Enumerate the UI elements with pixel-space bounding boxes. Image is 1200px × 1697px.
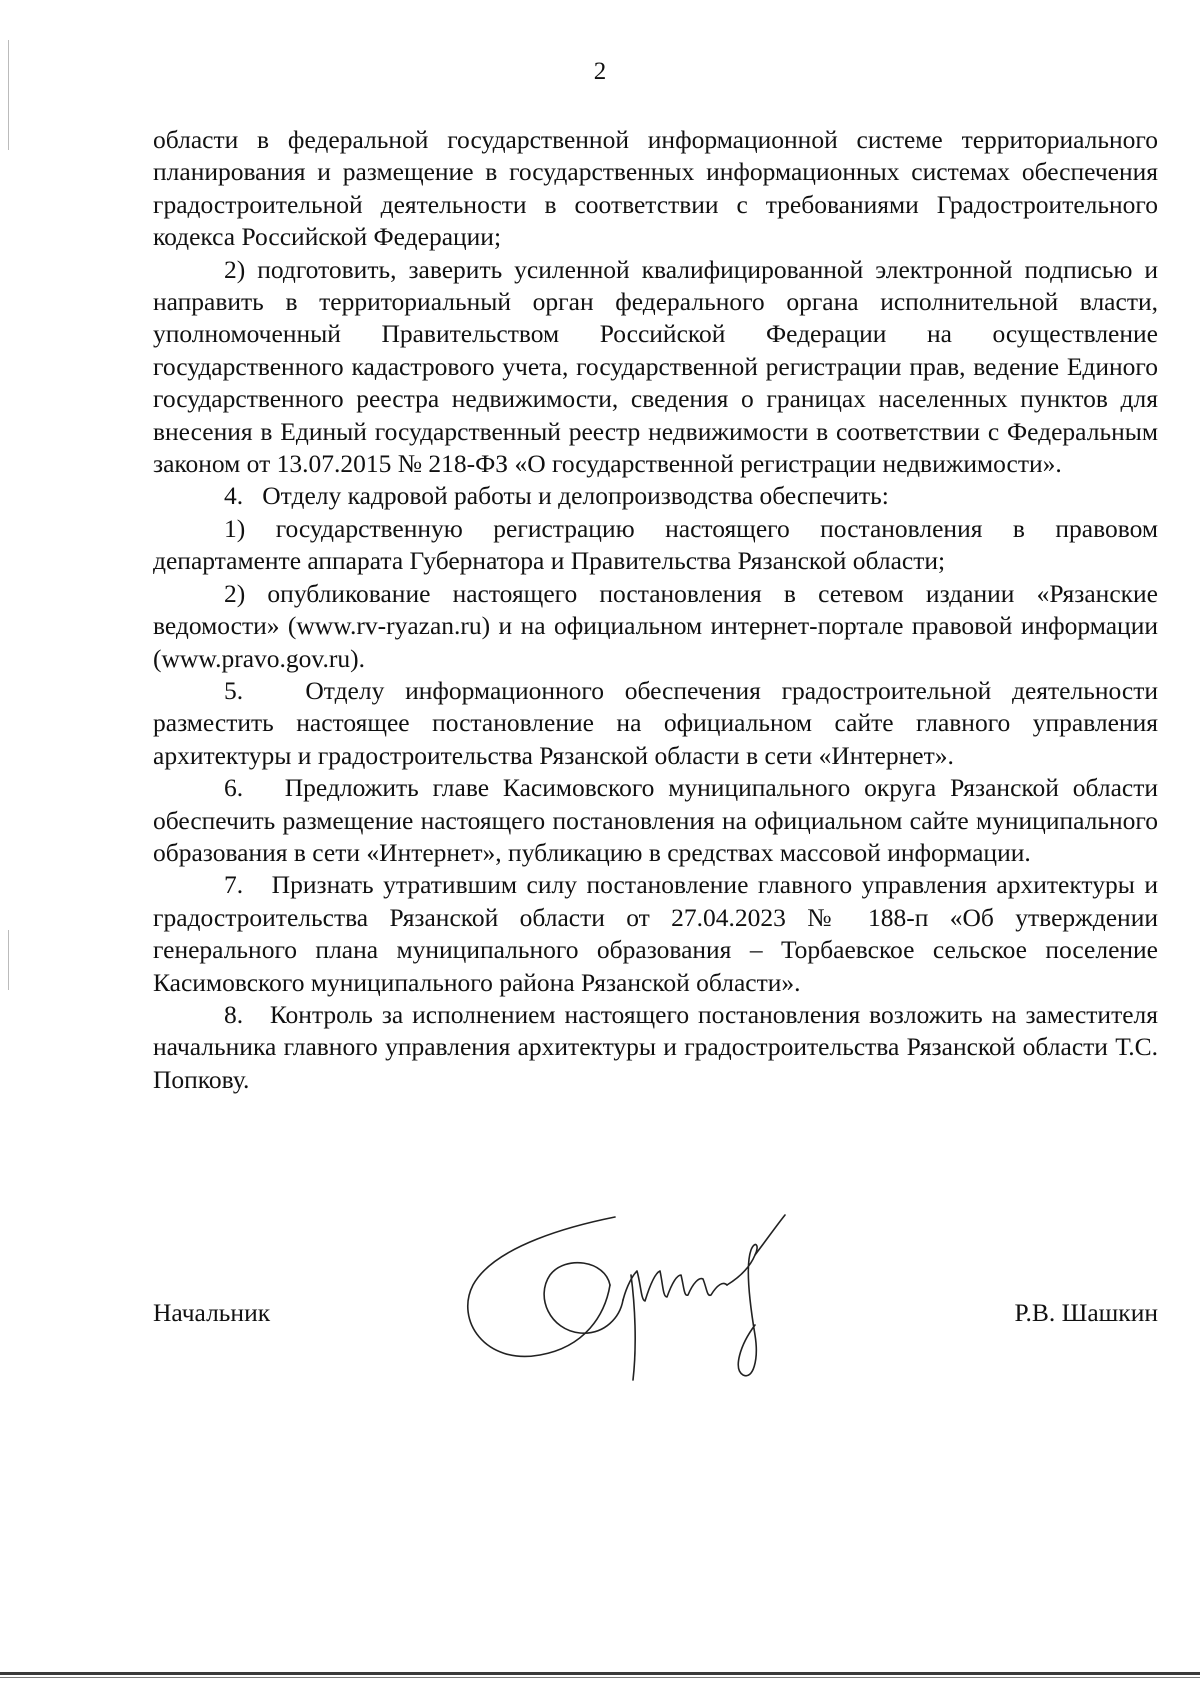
handwritten-signature bbox=[455, 1205, 815, 1385]
page-number: 2 bbox=[593, 58, 607, 85]
paragraph-item-4-sub-1: 1) государственную регистрацию настоящего постановления в правовом департаменте аппарата Губернатора и Правительства Рязанской области; bbox=[153, 513, 1158, 576]
paragraph-item-6: 6. Предложить главе Касимовского муниципального округа Рязанской области обеспечить размещение настоящего постановления на официальном сайте муниципального образования в сети «Интернет», публикацию в средствах массовой информации. bbox=[153, 773, 1158, 867]
paragraph-item-4: 4. Отделу кадровой работы и делопроизводства обеспечить: bbox=[224, 481, 889, 511]
signatory-title: Начальник bbox=[153, 1298, 271, 1327]
paragraph-item-5: 5. Отделу информационного обеспечения градостроительной деятельности разместить настоящее постановление на официальном сайте главного управления архитектуры и градостроительства Рязанской области в сети «Интернет». bbox=[153, 675, 1158, 770]
paragraph-item-8: 8. Контроль за исполнением настоящего постановления возложить на заместителя начальника главного управления архитектуры и градостроительства Рязанской области Т.С. Попкову. bbox=[153, 999, 1158, 1094]
paragraph-continuation: области в федеральной государственной информационной системе территориального планирования и размещение в государственных информационных системах обеспечения градостроительной деятельности в соответствии с требованиями Градостроительного кодекса Российской Федерации; bbox=[153, 125, 1158, 252]
paragraph-item-7: 7. Признать утратившим силу постановление главного управления архитектуры и градостроительства Рязанской области от 27.04.2023 № 188-п «Об утверждении генерального плана муниципального образования – Торбаевское сельское поселение Касимовского муниципального района Рязанской области». bbox=[153, 870, 1158, 997]
signature-block bbox=[153, 1298, 1158, 1338]
scan-edge-line bbox=[0, 1672, 1200, 1675]
document-body bbox=[153, 124, 1158, 1096]
paragraph-item-4-sub-2: 2) опубликование настоящего постановления в сетевом издании «Рязанские ведомости» (www.rv-ryazan.ru) и на официальном интернет-портале правовой информации (www.pravo.gov.ru). bbox=[153, 578, 1158, 673]
signatory-name: Р.В. Шашкин bbox=[1014, 1298, 1158, 1327]
scan-margin-mark bbox=[8, 930, 9, 990]
scan-edge-line bbox=[0, 1677, 1200, 1678]
paragraph-subitem-2: 2) подготовить, заверить усиленной квалифицированной электронной подписью и направить в территориальный орган федерального органа исполнительной власти, уполномоченный Правительством Российской Федерации на осуществление государственного кадастрового учета, государственной регистрации прав, ведение Единого государственного реестра недвижимости, сведения о границах населенных пунктов для внесения в Единый государственный реестр недвижимости в соответствии с Федеральным законом от 13.07.2015 № 218-ФЗ «О государственной регистрации недвижимости». bbox=[153, 254, 1158, 479]
scan-margin-mark bbox=[8, 40, 9, 150]
